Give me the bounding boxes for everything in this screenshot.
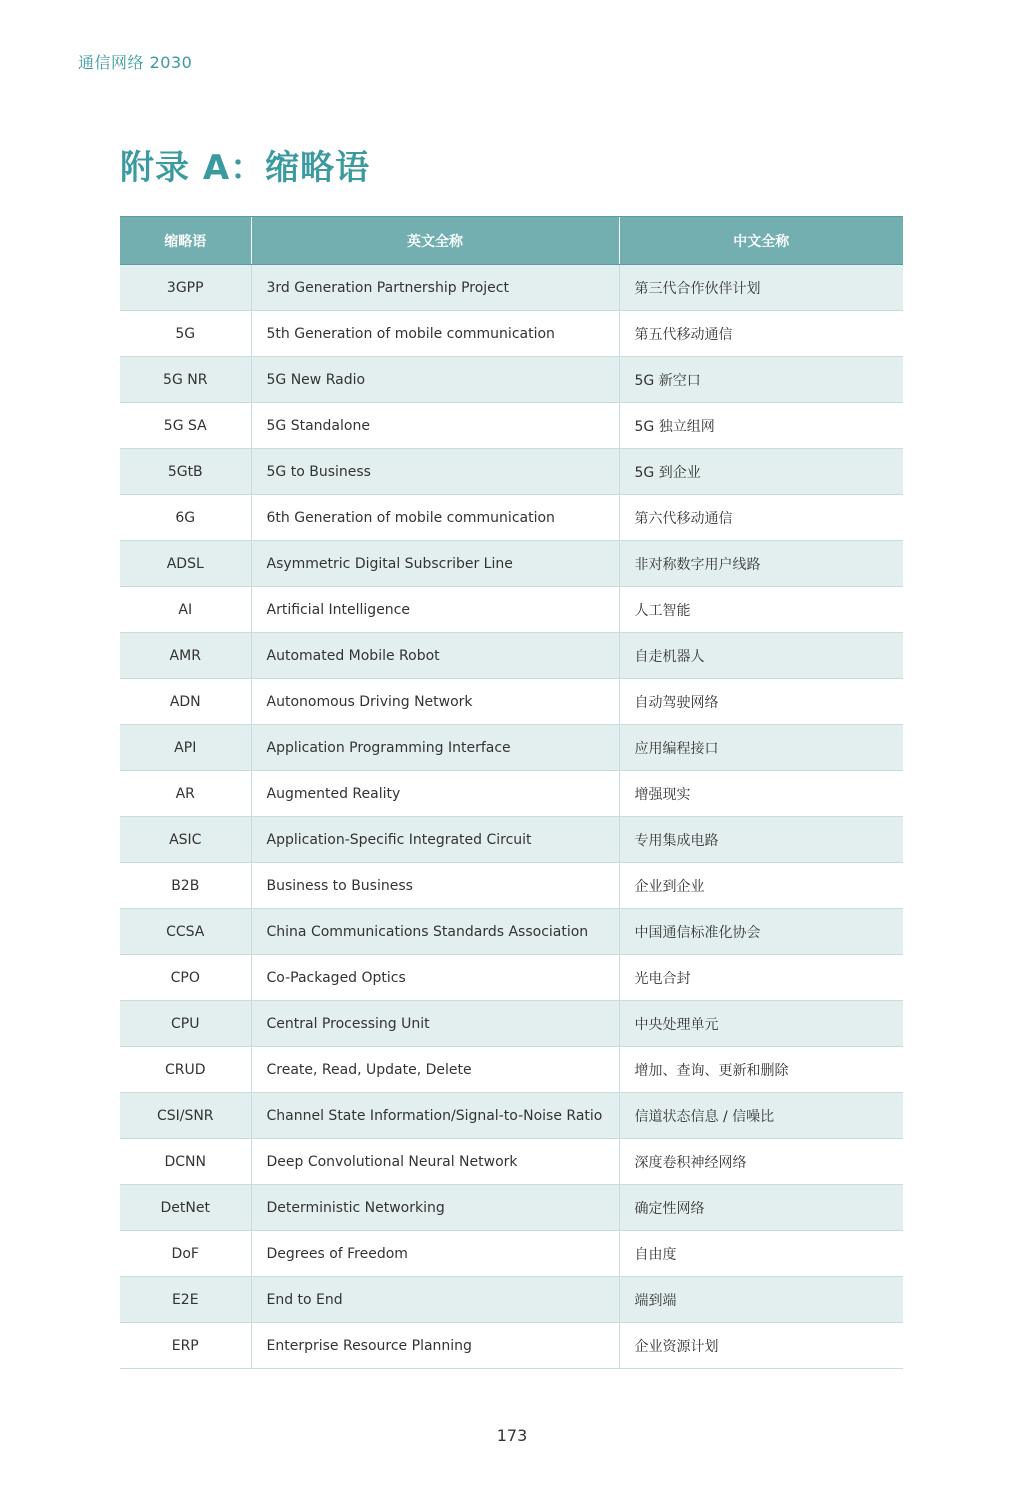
english-name-cell: China Communications Standards Association (251, 909, 619, 955)
table-row (120, 265, 903, 311)
chinese-name-cell: 5G 到企业 (619, 449, 903, 495)
english-name-cell: Degrees of Freedom (251, 1231, 619, 1277)
column-header-english: 英文全称 (251, 217, 619, 265)
chinese-name-cell: 企业资源计划 (619, 1323, 903, 1369)
table-row (120, 495, 903, 541)
english-name-cell: Enterprise Resource Planning (251, 1323, 619, 1369)
table-row (120, 403, 903, 449)
english-name-cell: 5G New Radio (251, 357, 619, 403)
table-row (120, 311, 903, 357)
abbreviation-cell: 5G (120, 311, 251, 357)
chinese-name-cell: 专用集成电路 (619, 817, 903, 863)
table-body (120, 265, 903, 1369)
chinese-name-cell: 增加、查询、更新和删除 (619, 1047, 903, 1093)
abbreviation-cell: CSI/SNR (120, 1093, 251, 1139)
abbreviation-cell: ADN (120, 679, 251, 725)
abbreviation-cell: CPU (120, 1001, 251, 1047)
table-row (120, 909, 903, 955)
table-row (120, 1185, 903, 1231)
table-row (120, 449, 903, 495)
english-name-cell: 6th Generation of mobile communication (251, 495, 619, 541)
english-name-cell: Artificial Intelligence (251, 587, 619, 633)
abbreviation-table (120, 216, 903, 1369)
abbreviation-cell: 5GtB (120, 449, 251, 495)
english-name-cell: 3rd Generation Partnership Project (251, 265, 619, 311)
abbreviation-cell: ADSL (120, 541, 251, 587)
english-name-cell: Autonomous Driving Network (251, 679, 619, 725)
table-row (120, 587, 903, 633)
column-header-abbreviation: 缩略语 (120, 217, 251, 265)
english-name-cell: Channel State Information/Signal-to-Noise Ratio (251, 1093, 619, 1139)
english-name-cell: Augmented Reality (251, 771, 619, 817)
chinese-name-cell: 应用编程接口 (619, 725, 903, 771)
english-name-cell: Application Programming Interface (251, 725, 619, 771)
abbreviation-cell: B2B (120, 863, 251, 909)
table-row (120, 1323, 903, 1369)
table-row (120, 1139, 903, 1185)
abbreviation-cell: ERP (120, 1323, 251, 1369)
english-name-cell: End to End (251, 1277, 619, 1323)
abbreviation-cell: 6G (120, 495, 251, 541)
abbreviation-cell: CCSA (120, 909, 251, 955)
chinese-name-cell: 端到端 (619, 1277, 903, 1323)
table-row (120, 771, 903, 817)
table-row (120, 541, 903, 587)
table-row (120, 633, 903, 679)
abbreviation-cell: AR (120, 771, 251, 817)
table-row (120, 817, 903, 863)
table-row (120, 1277, 903, 1323)
abbreviation-cell: API (120, 725, 251, 771)
chinese-name-cell: 中央处理单元 (619, 1001, 903, 1047)
chinese-name-cell: 自动驾驶网络 (619, 679, 903, 725)
abbreviation-cell: AMR (120, 633, 251, 679)
table-header (120, 217, 903, 265)
english-name-cell: Co-Packaged Optics (251, 955, 619, 1001)
table-header-row (120, 217, 903, 265)
english-name-cell: Business to Business (251, 863, 619, 909)
chinese-name-cell: 自由度 (619, 1231, 903, 1277)
english-name-cell: 5G to Business (251, 449, 619, 495)
chinese-name-cell: 5G 独立组网 (619, 403, 903, 449)
chinese-name-cell: 信道状态信息 / 信噪比 (619, 1093, 903, 1139)
chinese-name-cell: 深度卷积神经网络 (619, 1139, 903, 1185)
table-row (120, 357, 903, 403)
table-row (120, 725, 903, 771)
running-header: 通信网络 2030 (78, 53, 193, 72)
english-name-cell: Create, Read, Update, Delete (251, 1047, 619, 1093)
table-row (120, 955, 903, 1001)
column-header-chinese: 中文全称 (619, 217, 903, 265)
english-name-cell: Deep Convolutional Neural Network (251, 1139, 619, 1185)
abbreviation-cell: ASIC (120, 817, 251, 863)
table-row (120, 1231, 903, 1277)
chinese-name-cell: 中国通信标准化协会 (619, 909, 903, 955)
abbreviation-cell: CRUD (120, 1047, 251, 1093)
abbreviation-cell: 5G SA (120, 403, 251, 449)
chinese-name-cell: 光电合封 (619, 955, 903, 1001)
chinese-name-cell: 第五代移动通信 (619, 311, 903, 357)
abbreviation-cell: DetNet (120, 1185, 251, 1231)
english-name-cell: Central Processing Unit (251, 1001, 619, 1047)
table-row (120, 863, 903, 909)
abbreviation-cell: E2E (120, 1277, 251, 1323)
page-number: 173 (496, 1426, 528, 1445)
english-name-cell: 5G Standalone (251, 403, 619, 449)
table-row (120, 679, 903, 725)
chinese-name-cell: 第三代合作伙伴计划 (619, 265, 903, 311)
english-name-cell: Deterministic Networking (251, 1185, 619, 1231)
chinese-name-cell: 第六代移动通信 (619, 495, 903, 541)
chinese-name-cell: 企业到企业 (619, 863, 903, 909)
table-row (120, 1093, 903, 1139)
chinese-name-cell: 自走机器人 (619, 633, 903, 679)
table-row (120, 1001, 903, 1047)
abbreviation-cell: 5G NR (120, 357, 251, 403)
abbreviation-cell: DCNN (120, 1139, 251, 1185)
abbreviation-cell: 3GPP (120, 265, 251, 311)
chinese-name-cell: 非对称数字用户线路 (619, 541, 903, 587)
chinese-name-cell: 5G 新空口 (619, 357, 903, 403)
abbreviation-cell: AI (120, 587, 251, 633)
english-name-cell: 5th Generation of mobile communication (251, 311, 619, 357)
table-row (120, 1047, 903, 1093)
chinese-name-cell: 确定性网络 (619, 1185, 903, 1231)
page-title: 附录 A：缩略语 (120, 148, 371, 188)
english-name-cell: Asymmetric Digital Subscriber Line (251, 541, 619, 587)
abbreviation-cell: CPO (120, 955, 251, 1001)
chinese-name-cell: 增强现实 (619, 771, 903, 817)
abbreviation-cell: DoF (120, 1231, 251, 1277)
english-name-cell: Application-Specific Integrated Circuit (251, 817, 619, 863)
chinese-name-cell: 人工智能 (619, 587, 903, 633)
english-name-cell: Automated Mobile Robot (251, 633, 619, 679)
